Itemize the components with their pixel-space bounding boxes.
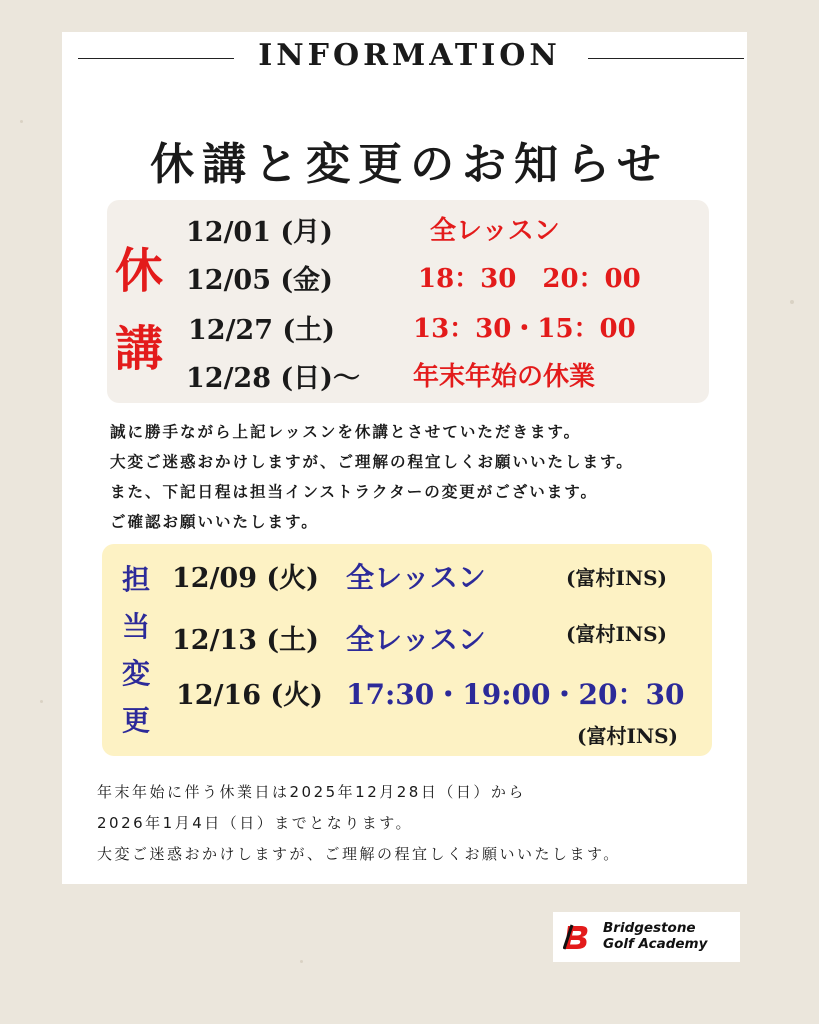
logo-line: Golf Academy [603, 936, 708, 952]
holiday-notice-line: 年末年始に伴う休業日は2025年12月28日（日）から [97, 783, 526, 801]
closed-date: 12/28 (日)～ [186, 363, 360, 394]
bridgestone-b-icon [563, 922, 593, 952]
change-label-char: 更 [122, 704, 151, 737]
bridgestone-logo [553, 912, 740, 962]
closed-label-char: 休 [115, 243, 164, 299]
closed-detail: 年末年始の休業 [413, 362, 596, 392]
closed-date: 12/27 (土) [188, 315, 335, 346]
background-speck [40, 700, 43, 703]
notice-line: 大変ご迷惑おかけしますが、ご理解の程宜しくお願いいたします。 [110, 453, 634, 471]
closed-date: 12/05 (金) [186, 265, 333, 296]
change-date: 12/13 (土) [172, 625, 319, 656]
notice-line: ご確認お願いいたします。 [110, 513, 319, 531]
background-speck [20, 120, 23, 123]
change-detail: 全レッスン [346, 561, 486, 594]
background-speck [790, 300, 794, 304]
closed-detail: 13：30・15：00 [413, 314, 636, 344]
logo-line: Bridgestone [603, 920, 696, 936]
change-date: 12/09 (火) [172, 563, 319, 594]
information-header: INFORMATION [258, 38, 561, 73]
closed-detail: 全レッスン [430, 216, 560, 246]
instructor-name: (富村INS) [577, 724, 679, 748]
holiday-notice-line: 2026年1月4日（日）までとなります。 [97, 814, 414, 832]
change-detail: 17:30・19:00・20：30 [346, 678, 685, 711]
notice-line: 誠に勝手ながら上記レッスンを休講とさせていただきます。 [110, 423, 582, 441]
background-speck [300, 960, 303, 963]
logo-wordmark [603, 920, 707, 952]
closed-date: 12/01 (月) [186, 217, 333, 248]
change-label-char: 変 [122, 657, 151, 690]
change-date: 12/16 (火) [176, 680, 323, 711]
instructor-name: (富村INS) [566, 566, 668, 590]
notice-line: また、下記日程は担当インストラクターの変更がございます。 [110, 483, 598, 501]
page-title: 休講と変更のお知らせ [150, 139, 669, 190]
change-detail: 全レッスン [346, 623, 486, 656]
instructor-name: (富村INS) [566, 622, 668, 646]
change-label-char: 当 [122, 610, 151, 643]
closed-label-char: 講 [115, 321, 164, 377]
change-label-char: 担 [122, 563, 151, 596]
closed-detail: 18：30 20：00 [418, 264, 641, 294]
holiday-notice-line: 大変ご迷惑おかけしますが、ご理解の程宜しくお願いいたします。 [97, 845, 621, 863]
